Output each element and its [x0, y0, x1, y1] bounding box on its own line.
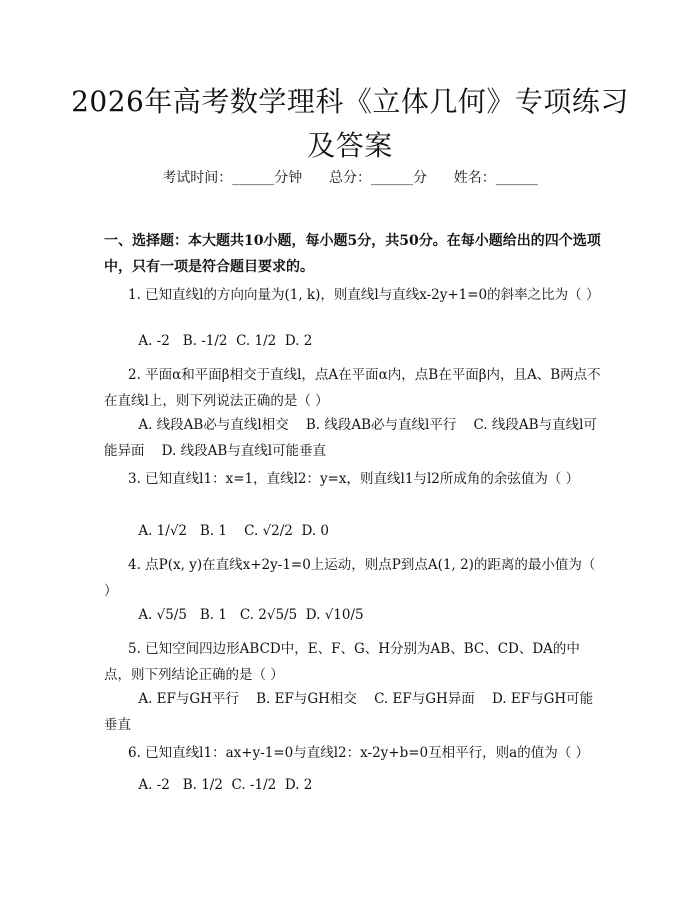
question-stem: 3. 已知直线l1：x=1，直线l2：y=x，则直线l1与l2所成角的余弦值为（ ）: [128, 471, 580, 487]
title-line-2: 及答案: [307, 129, 393, 162]
section-heading: 一、选择题：本大题共10小题，每小题5分，共50分。在每小题给出的四个选项中，只有一项是符合题目要求的。: [104, 233, 601, 275]
question-6: [104, 740, 604, 766]
question-1: [104, 282, 604, 308]
question-stem: 4. 点P(x, y)在直线x+2y-1=0上运动，则点P到点A(1, 2)的距离的最小值为（ ）: [104, 557, 596, 599]
title-line-1: 2026年高考数学理科《立体几何》专项练习: [71, 85, 629, 118]
question-5: [104, 636, 604, 688]
document-title: [60, 80, 640, 168]
question-stem: 2. 平面α和平面β相交于直线l，点A在平面α内，点B在平面β内，且A、B两点不在直线l上，则下列说法正确的是（ ）: [104, 367, 601, 409]
question-1-choices: A. -2 B. -1/2 C. 1/2 D. 2: [104, 333, 313, 349]
exam-meta: 考试时间：______分钟 总分：______分 姓名：______: [162, 170, 538, 186]
question-stem: 1. 已知直线l的方向向量为(1, k)，则直线l与直线x-2y+1=0的斜率之比为（ ）: [128, 287, 600, 303]
question-4: [104, 552, 604, 604]
question-3: [104, 466, 604, 492]
question-2-choices: A. 线段AB必与直线l相交 B. 线段AB必与直线l平行 C. 线段AB与直线l可能异面 D. 线段AB与直线l可能垂直: [104, 417, 597, 459]
question-stem: 6. 已知直线l1：ax+y-1=0与直线l2：x-2y+b=0互相平行，则a的值为（ ）: [128, 745, 589, 761]
question-5-choices: A. EF与GH平行 B. EF与GH相交 C. EF与GH异面 D. EF与GH可能垂直: [104, 691, 594, 733]
question-3-choices: A. 1/√2 B. 1 C. √2/2 D. 0: [104, 523, 329, 539]
question-2: [104, 362, 604, 414]
question-6-choices: A. -2 B. 1/2 C. -1/2 D. 2: [104, 777, 313, 793]
question-4-choices: A. √5/5 B. 1 C. 2√5/5 D. √10/5: [104, 607, 364, 623]
question-stem: 5. 已知空间四边形ABCD中，E、F、G、H分别为AB、BC、CD、DA的中点，则下列结论正确的是（ ）: [104, 641, 580, 683]
